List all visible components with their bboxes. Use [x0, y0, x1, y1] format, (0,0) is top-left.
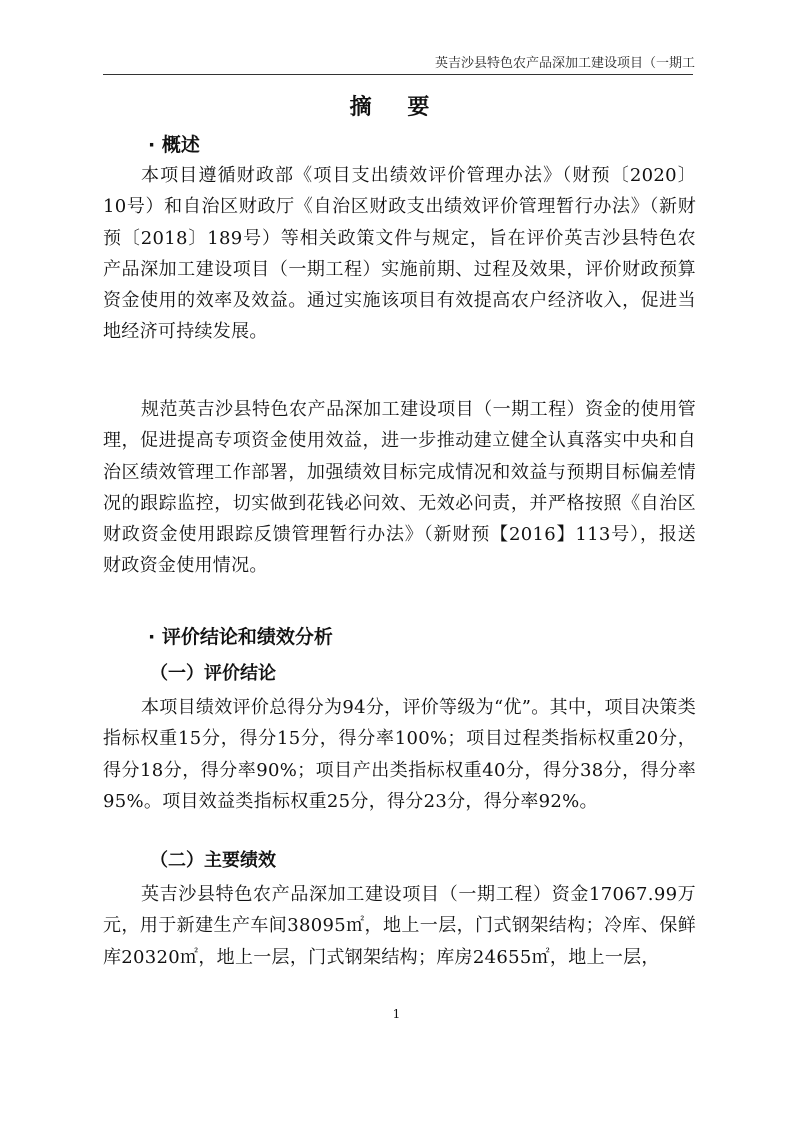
paragraph-overview-2: 规范英吉沙县特色农产品深加工建设项目（一期工程）资金的使用管理，促进提高专项资金使用效益，进一步推动建立健全认真落实中央和自治区绩效管理工作部署，加强绩效目标完成情况和效益与预期目标偏差情况的跟踪监控，切实做到花钱必问效、无效必问责，并严格按照《自治区财政资金使用跟踪反馈管理暂行办法》（新财预【2016】113号），报送财政资金使用情况。 — [103, 399, 696, 577]
subsection-heading-evaluation: （一）评价结论 — [150, 663, 276, 684]
page-title: 摘 要 — [349, 95, 444, 120]
page-number: 1 — [392, 1007, 401, 1021]
paragraph-overview-1: 本项目遵循财政部《项目支出绩效评价管理办法》（财预〔2020〕10号）和自治区财政厅《自治区财政支出绩效评价管理暂行办法》（新财预〔2018〕189号）等相关政策文件与规定，旨在评价英吉沙县特色农产品深加工建设项目（一期工程）实施前期、过程及效果，评价财政预算资金使用的效率及效益。通过实施该项目有效提高农户经济收入，促进当地经济可持续发展。 — [103, 165, 696, 343]
running-header: 英吉沙县特色农产品深加工建设项目（一期工 — [434, 56, 695, 71]
section-heading-overview: · 概述 — [148, 134, 200, 156]
paragraph-evaluation: 本项目绩效评价总得分为94分，评价等级为“优”。其中，项目决策类指标权重15分，得分15分，得分率100%；项目过程类指标权重20分，得分18分，得分率90%；项目产出类指标权重40分，得分38分，得分率95%。项目效益类指标权重25分，得分23分，得分率92%。 — [103, 697, 696, 812]
subsection-heading-performance: （二）主要绩效 — [150, 850, 276, 871]
section-heading-conclusion: · 评价结论和绩效分析 — [148, 626, 333, 648]
paragraph-performance: 英吉沙县特色农产品深加工建设项目（一期工程）资金17067.99万元，用于新建生产车间38095㎡，地上一层，门式钢架结构；冷库、保鲜库20320㎡，地上一层，门式钢架结构；库房24655㎡，地上一层， — [103, 884, 696, 968]
header-rule — [103, 74, 693, 75]
